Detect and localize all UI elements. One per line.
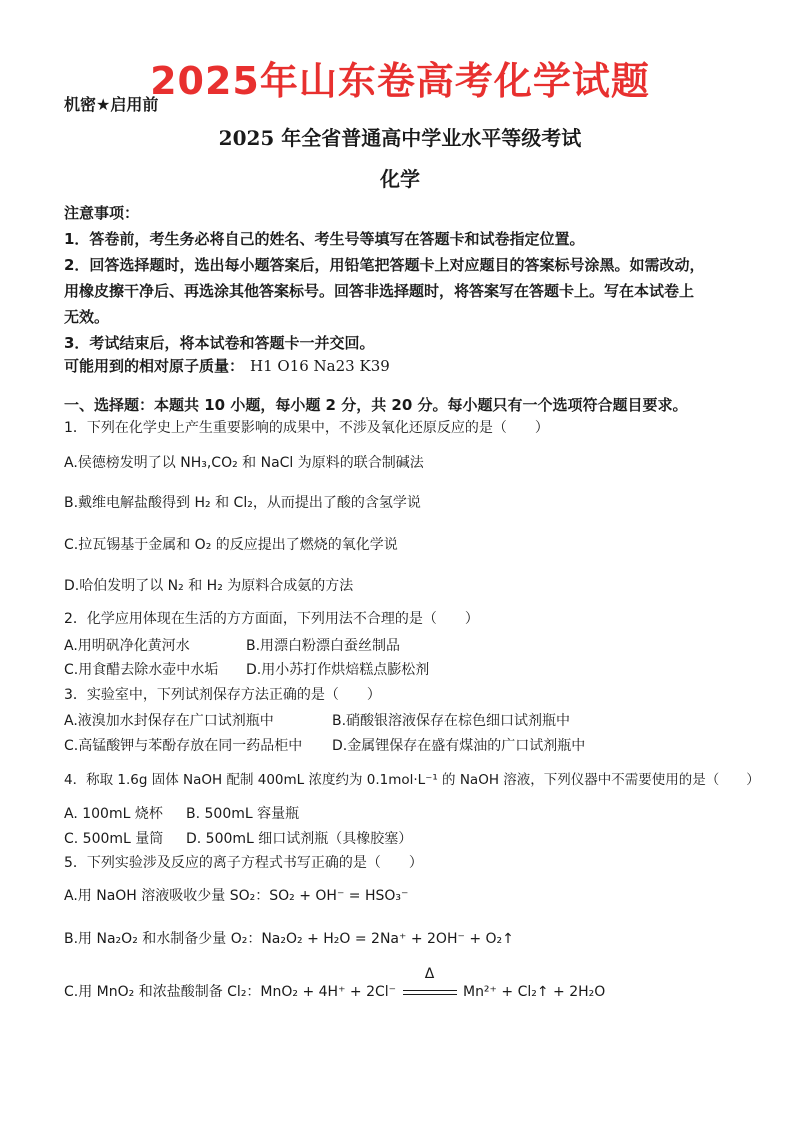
q4-stem: 4．称取 1.6g 固体 NaOH 配制 400mL 浓度约为 0.1mol·L⁻¹ 的 NaOH 溶液，下列仪器中不需要使用的是（ ） [64,772,760,788]
q4-option-a: A. 100mL 烧杯 [64,806,163,822]
q1-option-a: A.侯德榜发明了以 NH₃,CO₂ 和 NaCl 为原料的联合制碱法 [64,455,424,471]
q2-option-a: A.用明矾净化黄河水 [64,638,190,654]
q2-option-d: D.用小苏打作烘焙糕点膨松剂 [246,662,430,678]
q1-stem: 1．下列在化学史上产生重要影响的成果中，不涉及氧化还原反应的是（ ） [64,420,549,436]
q3-option-a: A.液溴加水封保存在广口试剂瓶中 [64,713,274,729]
q5-option-c-right: Mn²⁺ + Cl₂↑ + 2H₂O [462,984,606,1000]
q3-option-b: B.硝酸银溶液保存在棕色细口试剂瓶中 [332,713,571,729]
masses-values: H1 O16 Na23 K39 [250,357,390,375]
q1-option-b: B.戴维电解盐酸得到 H₂ 和 Cl₂，从而提出了酸的含氢学说 [64,495,421,511]
notice-item-2: 2．回答选择题时，选出每小题答案后，用铅笔把答题卡上对应题目的答案标号涂黑。如需改动， [64,256,705,274]
q5-stem: 5．下列实验涉及反应的离子方程式书写正确的是（ ） [64,855,423,871]
subject-title: 化学 [380,167,420,191]
q1-option-d: D.哈伯发明了以 N₂ 和 H₂ 为原料合成氨的方法 [64,578,354,594]
q2-stem: 2．化学应用体现在生活的方方面面，下列用法不合理的是（ ） [64,611,479,627]
q5-option-a: A.用 NaOH 溶液吸收少量 SO₂：SO₂ + OH⁻ = HSO₃⁻ [64,888,409,904]
q4-option-c: C. 500mL 量筒 [64,831,164,847]
heating-equals-sign [401,966,459,1002]
atomic-masses [64,355,390,376]
q1-option-c: C.拉瓦锡基于金属和 O₂ 的反应提出了燃烧的氧化学说 [64,537,398,553]
notice-block [64,200,744,356]
q2-option-b: B.用漂白粉漂白蚕丝制品 [246,638,401,654]
q4-option-b: B. 500mL 容量瓶 [186,806,300,822]
exam-title: 2025 年全省普通高中学业水平等级考试 [218,126,582,150]
q3-option-c: C.高锰酸钾与苯酚存放在同一药品柜中 [64,738,303,754]
masses-label: 可能用到的相对原子质量： [64,357,245,375]
q5-option-c [64,966,606,1002]
notice-item-2-cont2: 无效。 [64,308,110,326]
q4-option-d: D. 500mL 细口试剂瓶（具橡胶塞） [186,831,413,847]
banner-title: 2025年山东卷高考化学试题 [150,59,650,103]
delta-condition: Δ [424,966,435,982]
notice-heading: 注意事项： [64,204,140,222]
q5-option-c-left: C.用 MnO₂ 和浓盐酸制备 Cl₂：MnO₂ + 4H⁺ + 2Cl⁻ [64,984,397,1000]
q2-option-c: C.用食醋去除水壶中水垢 [64,662,219,678]
q3-option-d: D.金属锂保存在盛有煤油的广口试剂瓶中 [332,738,586,754]
notice-item-2-cont: 用橡皮擦干净后、再选涂其他答案标号。回答非选择题时，将答案写在答题卡上。写在本试卷上 [64,282,695,300]
section-heading: 一、选择题：本题共 10 小题，每小题 2 分，共 20 分。每小题只有一个选项符合题目要求。 [64,396,688,414]
notice-item-3: 3．考试结束后，将本试卷和答题卡一并交回。 [64,334,375,352]
double-line-icon [403,990,457,995]
notice-item-1: 1．答卷前，考生务必将自己的姓名、考生号等填写在答题卡和试卷指定位置。 [64,230,585,248]
secret-label: 机密★启用前 [64,95,159,114]
q5-option-b: B.用 Na₂O₂ 和水制备少量 O₂：Na₂O₂ + H₂O = 2Na⁺ + 2OH⁻ + O₂↑ [64,931,514,947]
q3-stem: 3．实验室中，下列试剂保存方法正确的是（ ） [64,687,381,703]
